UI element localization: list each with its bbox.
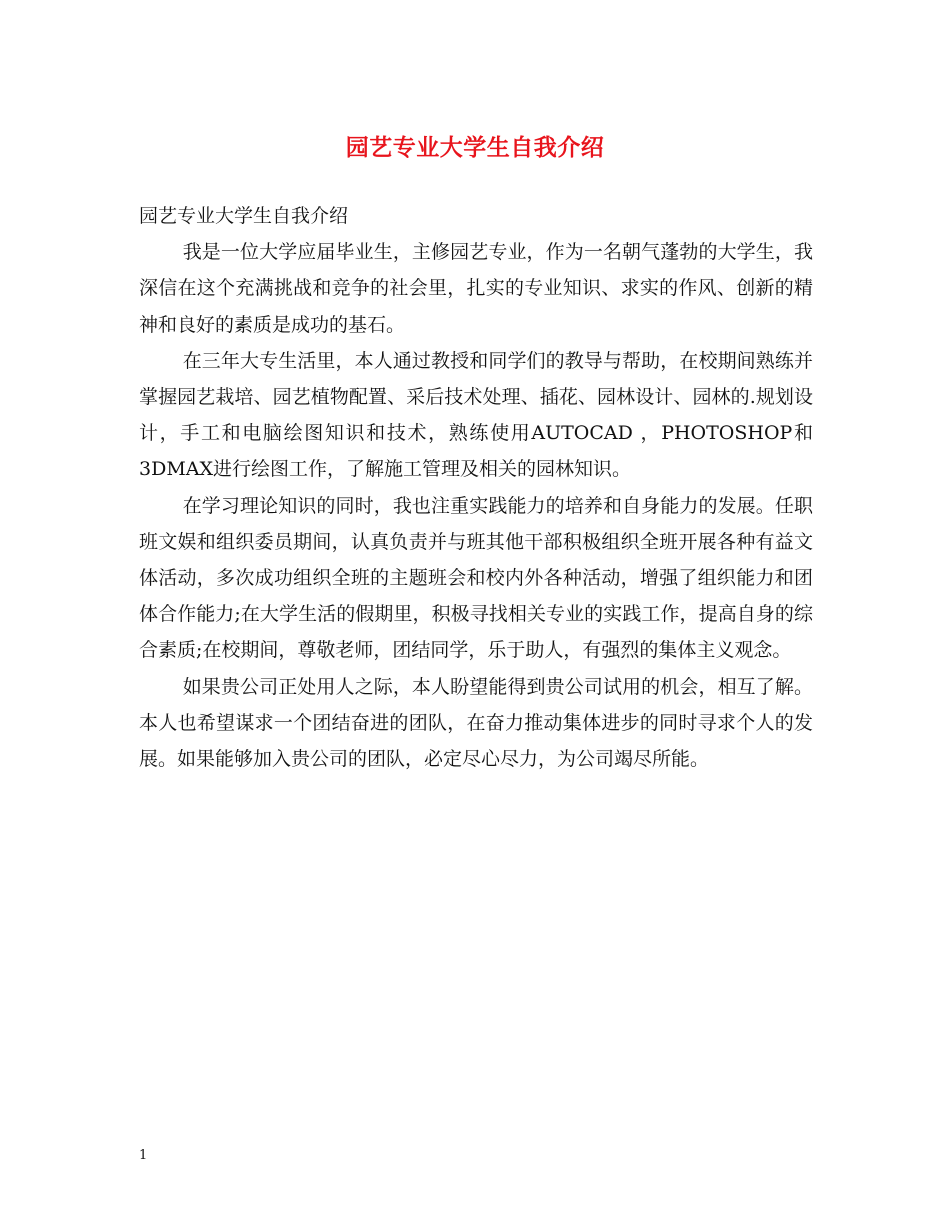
paragraph-intro: 我是一位大学应届毕业生，主修园艺专业，作为一名朝气蓬勃的大学生，我深信在这个充满挑战和竞争的社会里，扎实的专业知识、求实的作风、创新的精神和良好的素质是成功的基石。: [139, 241, 813, 336]
document-body: [139, 198, 813, 777]
heading-line: 园艺专业大学生自我介绍: [139, 205, 349, 227]
page-number: 1: [139, 1148, 148, 1163]
paragraph-practice: 在学习理论知识的同时，我也注重实践能力的培养和自身能力的发展。任职班文娱和组织委员期间，认真负责并与班其他干部积极组织全班开展各种有益文体活动，多次成功组织全班的主题班会和校内外各种活动，增强了组织能力和团体合作能力;在大学生活的假期里，积极寻找相关专业的实践工作，提高自身的综合素质;在校期间，尊敬老师，团结同学，乐于助人，有强烈的集体主义观念。: [139, 494, 813, 662]
paragraph-closing: 如果贵公司正处用人之际，本人盼望能得到贵公司试用的机会，相互了解。本人也希望谋求一个团结奋进的团队，在奋力推动集体进步的同时寻求个人的发展。如果能够加入贵公司的团队，必定尽心尽力，为公司竭尽所能。: [139, 675, 813, 771]
page-title: 园艺专业大学生自我介绍: [345, 134, 605, 161]
paragraph-skills: 在三年大专生活里，本人通过教授和同学们的教导与帮助，在校期间熟练并掌握园艺栽培、园艺植物配置、采后技术处理、插花、园林设计、园林的.规划设计，手工和电脑绘图知识和技术，熟练使用AUTOCAD ，PHOTOSHOP和3DMAX进行绘图工作，了解施工管理及相关的园林知识。: [139, 349, 813, 481]
